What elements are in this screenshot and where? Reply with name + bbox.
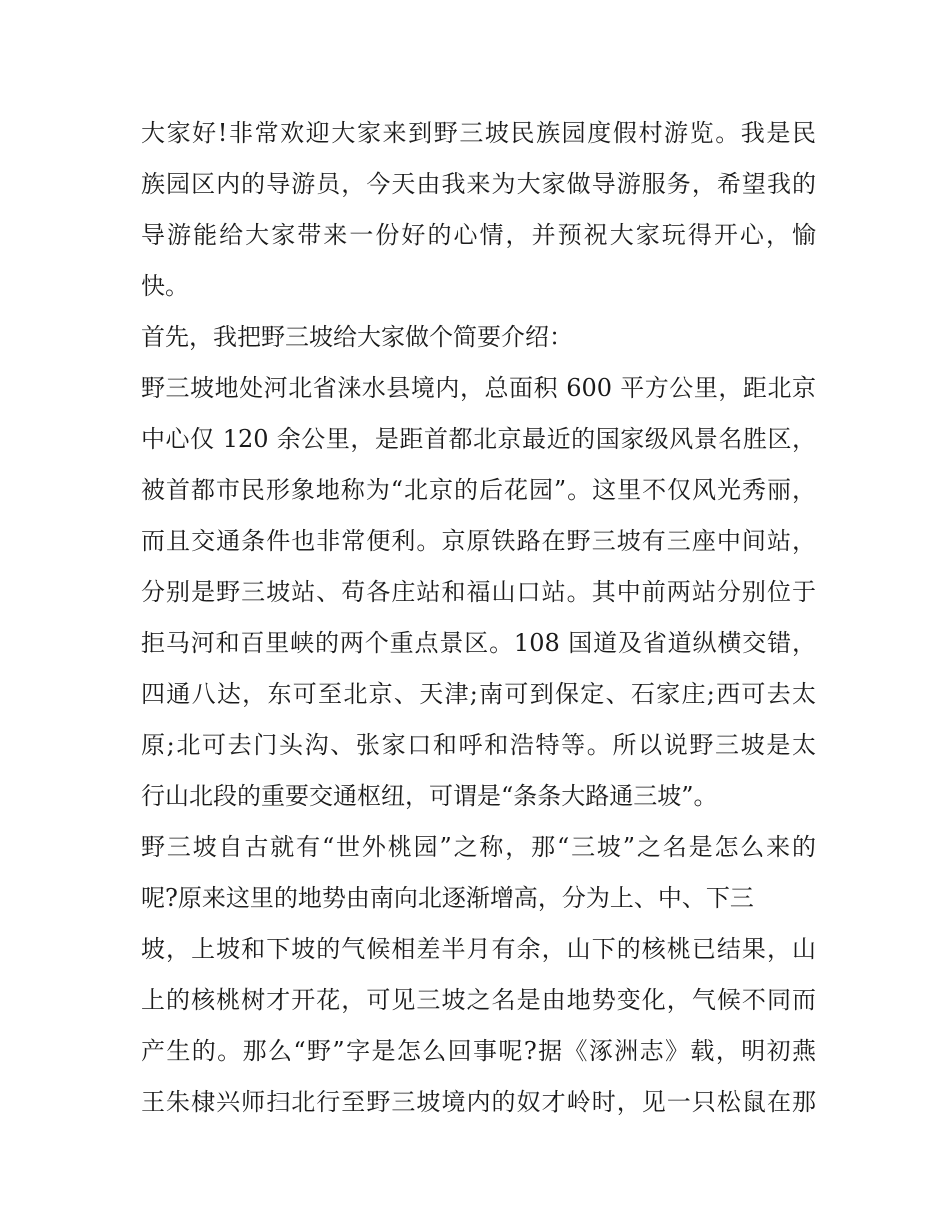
text-line: 坡，上坡和下坡的气候相差半月有余，山下的核桃已结果，山 bbox=[141, 935, 816, 963]
text-line: 大家好!非常欢迎大家来到野三坡民族园度假村游览。我是民 bbox=[141, 119, 816, 147]
text-line: 野三坡自古就有“世外桃园”之称，那“三坡”之名是怎么来的 bbox=[141, 833, 816, 861]
text-line: 而且交通条件也非常便利。京原铁路在野三坡有三座中间站， bbox=[141, 527, 816, 555]
body-text bbox=[141, 108, 816, 1128]
text-line: 野三坡地处河北省涞水县境内，总面积 600 平方公里，距北京 bbox=[141, 374, 816, 402]
text-line: 分别是野三坡站、苟各庄站和福山口站。其中前两站分别位于 bbox=[141, 578, 816, 606]
text-line: 中心仅 120 余公里，是距首都北京最近的国家级风景名胜区， bbox=[141, 425, 816, 453]
text-line: 快。 bbox=[141, 272, 189, 300]
text-line: 拒马河和百里峡的两个重点景区。108 国道及省道纵横交错， bbox=[141, 629, 816, 657]
text-line: 族园区内的导游员，今天由我来为大家做导游服务，希望我的 bbox=[141, 170, 816, 198]
text-line: 产生的。那么“野”字是怎么回事呢?据《涿洲志》载，明初燕 bbox=[141, 1037, 816, 1065]
text-line: 导游能给大家带来一份好的心情，并预祝大家玩得开心，愉 bbox=[141, 221, 816, 249]
text-line: 原;北可去门头沟、张家口和呼和浩特等。所以说野三坡是太 bbox=[141, 731, 816, 759]
text-line: 四通八达，东可至北京、天津;南可到保定、石家庄;西可去太 bbox=[141, 680, 816, 708]
text-line: 呢?原来这里的地势由南向北逐渐增高，分为上、中、下三 bbox=[141, 884, 754, 912]
text-line: 上的核桃树才开花，可见三坡之名是由地势变化，气候不同而 bbox=[141, 986, 816, 1014]
text-line: 行山北段的重要交通枢纽，可谓是“条条大路通三坡”。 bbox=[141, 782, 718, 810]
text-line: 首先，我把野三坡给大家做个简要介绍： bbox=[141, 323, 573, 351]
text-line: 被首都市民形象地称为“北京的后花园”。这里不仅风光秀丽， bbox=[141, 476, 816, 504]
text-line: 王朱棣兴师扫北行至野三坡境内的奴才岭时，见一只松鼠在那 bbox=[141, 1088, 816, 1116]
